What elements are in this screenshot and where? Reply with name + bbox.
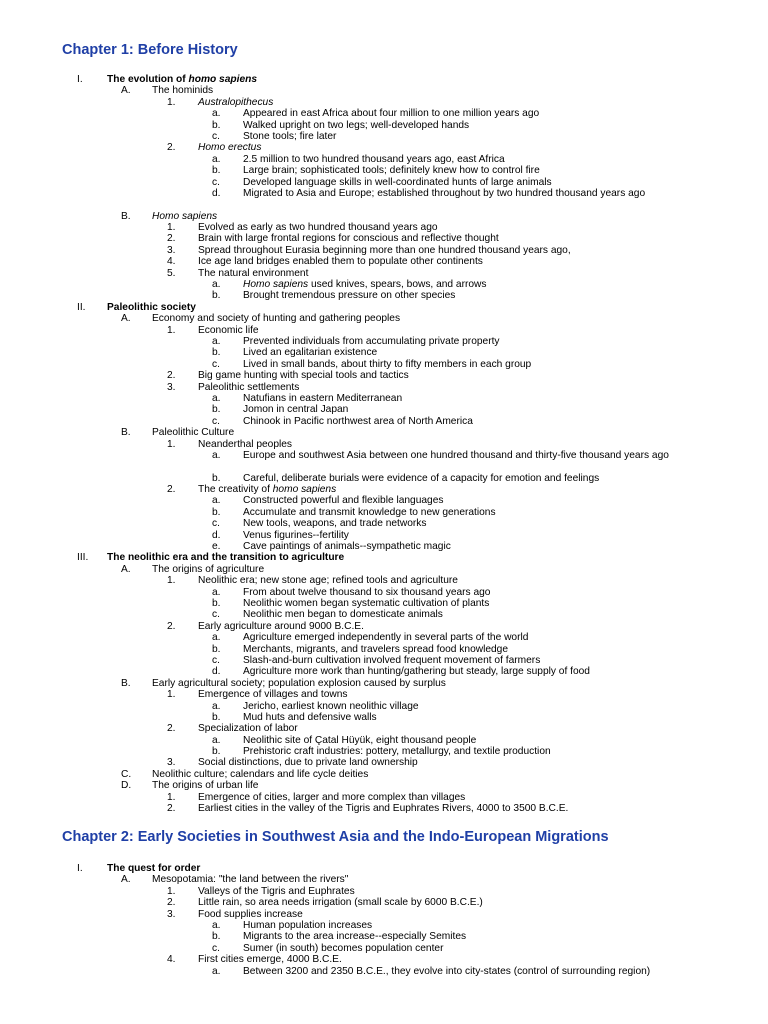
outline-text: Mud huts and defensive walls xyxy=(243,711,377,723)
outline-item-level-4 xyxy=(0,746,768,757)
outline-item-level-3 xyxy=(0,382,768,393)
outline-item-level-3 xyxy=(0,142,768,153)
outline-marker: 1. xyxy=(167,791,176,803)
outline-text: Prevented individuals from accumulating private property xyxy=(243,336,500,347)
outline-item-level-4 xyxy=(0,701,768,712)
outline-marker: a. xyxy=(212,734,221,746)
outline-item-level-3 xyxy=(0,484,768,495)
outline-marker: d. xyxy=(212,529,221,541)
outline-marker: c. xyxy=(212,130,220,142)
outline-text: Ice age land bridges enabled them to populate other continents xyxy=(198,256,483,268)
outline-item-level-3 xyxy=(0,325,768,336)
outline-marker: 4. xyxy=(167,954,176,966)
outline-item-level-3 xyxy=(0,97,768,108)
outline-text: Brain with large frontal regions for conscious and reflective thought xyxy=(198,233,499,245)
outline-item-level-4 xyxy=(0,966,768,989)
outline-text: The origins of agriculture xyxy=(152,563,265,575)
outline-marker: c. xyxy=(212,518,220,530)
outline-text: Between 3200 and 2350 B.C.E., they evolve into city-states (control of surrounding region) xyxy=(243,965,651,977)
outline-text: Migrated to Asia and Europe; established throughout by two hundred thousand years ago xyxy=(243,187,646,199)
outline-item-level-3 xyxy=(0,723,768,734)
outline-marker: b. xyxy=(212,290,221,302)
outline-marker: e. xyxy=(212,541,221,553)
outline-text: Developed language skills in well-coordinated hunts of large animals xyxy=(243,176,552,188)
outline-marker: a. xyxy=(212,108,221,120)
outline-item-level-2 xyxy=(0,780,768,791)
outline-item-level-4 xyxy=(0,655,768,666)
outline-item-level-4 xyxy=(0,450,768,473)
outline-item-level-2 xyxy=(0,874,768,885)
outline-item-level-1 xyxy=(0,863,768,874)
outline-item-level-3 xyxy=(0,621,768,632)
outline-marker: a. xyxy=(212,919,221,931)
outline-text: Early agricultural society; population explosion caused by surplus xyxy=(152,677,446,689)
outline-text: Emergence of villages and towns xyxy=(198,689,348,701)
outline-marker: a. xyxy=(212,336,221,347)
outline-text: Valleys of the Tigris and Euphrates xyxy=(198,885,355,897)
outline-item-level-3 xyxy=(0,757,768,768)
outline-text: Cave paintings of animals--sympathetic magic xyxy=(243,541,451,553)
outline-item-level-4 xyxy=(0,359,768,370)
chapter-1-title: Chapter 1: Before History xyxy=(62,42,238,58)
outline-text: Lived in small bands, about thirty to fifty members in each group xyxy=(243,358,532,370)
outline-text: Agriculture more work than hunting/gathering but steady, large supply of food xyxy=(243,666,590,678)
outline-text: The natural environment xyxy=(198,267,309,279)
outline-item-level-2 xyxy=(0,427,768,438)
outline-item-level-4 xyxy=(0,416,768,427)
outline-item-level-4 xyxy=(0,393,768,404)
outline-item-level-4 xyxy=(0,154,768,165)
outline-item-level-1 xyxy=(0,74,768,85)
outline-item-level-3 xyxy=(0,954,768,965)
outline-marker: d. xyxy=(212,666,221,678)
outline-text: Neolithic women began systematic cultivation of plants xyxy=(243,598,490,609)
outline-marker: II. xyxy=(77,301,86,313)
outline-text: Social distinctions, due to private land ownership xyxy=(198,757,418,769)
outline-marker: a. xyxy=(212,586,221,598)
outline-marker: 1. xyxy=(167,96,176,108)
outline-text: Specialization of labor xyxy=(198,723,298,735)
outline-item-level-3 xyxy=(0,803,768,814)
outline-text: Neolithic culture; calendars and life cycle deities xyxy=(152,768,369,780)
outline-marker: a. xyxy=(212,279,221,291)
outline-item-level-4 xyxy=(0,598,768,609)
outline-text: Early agriculture around 9000 B.C.E. xyxy=(198,620,364,632)
outline-text: Neolithic site of Çatal Hüyük, eight thousand people xyxy=(243,734,477,746)
outline-marker: a. xyxy=(212,632,221,644)
outline-item-level-2 xyxy=(0,564,768,575)
outline-text: Large brain; sophisticated tools; definitely knew how to control fire xyxy=(243,165,540,177)
outline-text: Europe and southwest Asia between one hundred thousand and thirty-five thousand years ago xyxy=(243,449,669,461)
outline-marker: 2. xyxy=(167,620,176,632)
outline-item-level-4 xyxy=(0,518,768,529)
outline-marker: 2. xyxy=(167,233,176,245)
outline-text: Homo sapiens used knives, spears, bows, and arrows xyxy=(243,279,487,291)
outline-item-level-4 xyxy=(0,632,768,643)
outline-marker: A. xyxy=(121,563,131,575)
outline-item-level-4 xyxy=(0,131,768,142)
outline-item-level-4 xyxy=(0,108,768,119)
outline-item-level-1 xyxy=(0,552,768,563)
outline-marker: b. xyxy=(212,746,221,758)
outline-text: The evolution of homo sapiens xyxy=(107,74,257,85)
outline-text: Earliest cities in the valley of the Tigris and Euphrates Rivers, 4000 to 3500 B.C.E. xyxy=(198,803,569,815)
chapter-2-outline xyxy=(0,863,768,988)
chapter-1-outline xyxy=(0,74,768,814)
outline-text: Constructed powerful and flexible languages xyxy=(243,495,444,507)
outline-marker: 3. xyxy=(167,757,176,769)
outline-item-level-4 xyxy=(0,931,768,942)
outline-text: Appeared in east Africa about four million to one million years ago xyxy=(243,108,540,120)
outline-text: Mesopotamia: "the land between the rivers" xyxy=(152,874,349,886)
outline-item-level-4 xyxy=(0,587,768,598)
outline-marker: 1. xyxy=(167,689,176,701)
outline-text: Paleolithic settlements xyxy=(198,381,300,393)
outline-text: The quest for order xyxy=(107,863,201,874)
outline-marker: c. xyxy=(212,942,220,954)
outline-text: First cities emerge, 4000 B.C.E. xyxy=(198,954,342,966)
outline-text: Careful, deliberate burials were evidence of a capacity for emotion and feelings xyxy=(243,472,600,484)
outline-item-level-3 xyxy=(0,909,768,920)
outline-text: Jericho, earliest known neolithic village xyxy=(243,700,419,712)
outline-marker: 3. xyxy=(167,381,176,393)
outline-text: Food supplies increase xyxy=(198,908,303,920)
outline-marker: d. xyxy=(212,187,221,199)
outline-item-level-3 xyxy=(0,897,768,908)
outline-text: Neolithic men began to domesticate animals xyxy=(243,609,443,621)
outline-marker: 3. xyxy=(167,244,176,256)
outline-item-level-4 xyxy=(0,473,768,484)
outline-marker: B. xyxy=(121,427,131,439)
outline-marker: a. xyxy=(212,700,221,712)
outline-item-level-3 xyxy=(0,439,768,450)
outline-item-level-4 xyxy=(0,644,768,655)
outline-marker: D. xyxy=(121,780,132,792)
outline-item-level-4 xyxy=(0,188,768,211)
outline-item-level-2 xyxy=(0,678,768,689)
outline-item-level-3 xyxy=(0,268,768,279)
outline-text: New tools, weapons, and trade networks xyxy=(243,518,427,530)
outline-item-level-4 xyxy=(0,347,768,358)
outline-marker: 1. xyxy=(167,885,176,897)
outline-text: Human population increases xyxy=(243,919,373,931)
outline-text: Migrants to the area increase--especially Semites xyxy=(243,931,467,943)
outline-marker: 2. xyxy=(167,484,176,496)
outline-text: Stone tools; fire later xyxy=(243,130,337,142)
outline-marker: 2. xyxy=(167,723,176,735)
outline-item-level-4 xyxy=(0,920,768,931)
chapter-2-title: Chapter 2: Early Societies in Southwest Asia and the Indo-European Migrations xyxy=(62,829,609,845)
outline-text: Evolved as early as two hundred thousand years ago xyxy=(198,222,438,234)
outline-marker: 1. xyxy=(167,324,176,336)
outline-text: 2.5 million to two hundred thousand years ago, east Africa xyxy=(243,153,505,165)
outline-text: Economic life xyxy=(198,324,259,336)
outline-marker: 1. xyxy=(167,438,176,450)
outline-item-level-4 xyxy=(0,177,768,188)
outline-item-level-2 xyxy=(0,769,768,780)
outline-marker: 2. xyxy=(167,370,176,382)
outline-text: Emergence of cities, larger and more complex than villages xyxy=(198,791,466,803)
outline-marker: c. xyxy=(212,358,220,370)
outline-text: Natufians in eastern Mediterranean xyxy=(243,392,403,404)
outline-text: Slash-and-burn cultivation involved frequent movement of farmers xyxy=(243,654,541,666)
outline-marker: I. xyxy=(77,74,83,85)
outline-item-level-2 xyxy=(0,211,768,222)
outline-text: The origins of urban life xyxy=(152,780,259,792)
outline-marker: I. xyxy=(77,863,83,874)
outline-item-level-3 xyxy=(0,689,768,700)
outline-item-level-4 xyxy=(0,290,768,301)
outline-text: Chinook in Pacific northwest area of North America xyxy=(243,415,473,427)
outline-marker: 5. xyxy=(167,267,176,279)
outline-text: Agriculture emerged independently in several parts of the world xyxy=(243,632,529,644)
outline-item-level-4 xyxy=(0,165,768,176)
outline-marker: 2. xyxy=(167,803,176,815)
outline-item-level-4 xyxy=(0,735,768,746)
outline-text: Merchants, migrants, and travelers spread food knowledge xyxy=(243,643,509,655)
outline-item-level-3 xyxy=(0,575,768,586)
outline-text: Sumer (in south) becomes population center xyxy=(243,942,444,954)
outline-marker: c. xyxy=(212,176,220,188)
outline-marker: b. xyxy=(212,711,221,723)
outline-item-level-4 xyxy=(0,404,768,415)
outline-item-level-4 xyxy=(0,279,768,290)
outline-item-level-4 xyxy=(0,495,768,506)
outline-item-level-4 xyxy=(0,609,768,620)
outline-text: The neolithic era and the transition to agriculture xyxy=(107,552,345,564)
outline-marker: c. xyxy=(212,654,220,666)
outline-text: The hominids xyxy=(152,85,214,97)
outline-item-level-1 xyxy=(0,302,768,313)
outline-marker: B. xyxy=(121,210,131,222)
outline-item-level-4 xyxy=(0,120,768,131)
outline-text: Paleolithic Culture xyxy=(152,427,235,439)
outline-text: Brought tremendous pressure on other species xyxy=(243,290,456,302)
outline-marker: C. xyxy=(121,768,132,780)
outline-marker: B. xyxy=(121,677,131,689)
outline-text: Neolithic era; new stone age; refined tools and agriculture xyxy=(198,575,458,587)
outline-text: Australopithecus xyxy=(198,96,274,108)
outline-marker: 4. xyxy=(167,256,176,268)
outline-marker: b. xyxy=(212,119,221,131)
outline-marker: A. xyxy=(121,85,131,97)
outline-marker: III. xyxy=(77,552,89,564)
outline-marker: A. xyxy=(121,874,131,886)
outline-text: Walked upright on two legs; well-developed hands xyxy=(243,119,470,131)
outline-text: Economy and society of hunting and gathering peoples xyxy=(152,313,401,325)
outline-text: Paleolithic society xyxy=(107,301,196,313)
outline-marker: b. xyxy=(212,643,221,655)
outline-item-level-4 xyxy=(0,530,768,541)
outline-item-level-4 xyxy=(0,712,768,723)
outline-text: The creativity of homo sapiens xyxy=(198,484,337,496)
outline-marker: b. xyxy=(212,931,221,943)
outline-text: From about twelve thousand to six thousand years ago xyxy=(243,586,491,598)
outline-marker: A. xyxy=(121,313,131,325)
outline-marker: b. xyxy=(212,506,221,518)
outline-marker: a. xyxy=(212,495,221,507)
outline-text: Accumulate and transmit knowledge to new generations xyxy=(243,506,496,518)
outline-marker: 3. xyxy=(167,908,176,920)
outline-text: Lived an egalitarian existence xyxy=(243,347,378,359)
outline-item-level-3 xyxy=(0,256,768,267)
outline-marker: b. xyxy=(212,347,221,359)
outline-text: Prehistoric craft industries: pottery, metallurgy, and textile production xyxy=(243,746,551,758)
outline-marker: a. xyxy=(212,449,221,461)
outline-marker: a. xyxy=(212,153,221,165)
outline-marker: 1. xyxy=(167,222,176,234)
outline-item-level-3 xyxy=(0,886,768,897)
outline-item-level-3 xyxy=(0,222,768,233)
outline-text: Spread throughout Eurasia beginning more than one hundred thousand years ago, xyxy=(198,244,571,256)
outline-item-level-4 xyxy=(0,336,768,347)
outline-text: Neanderthal peoples xyxy=(198,438,293,450)
outline-item-level-4 xyxy=(0,666,768,677)
outline-marker: b. xyxy=(212,404,221,416)
outline-marker: a. xyxy=(212,965,221,977)
outline-marker: a. xyxy=(212,392,221,404)
outline-text: Big game hunting with special tools and tactics xyxy=(198,370,409,382)
outline-marker: c. xyxy=(212,609,220,621)
outline-item-level-3 xyxy=(0,245,768,256)
outline-text: Jomon in central Japan xyxy=(243,404,349,416)
outline-marker: c. xyxy=(212,415,220,427)
outline-item-level-2 xyxy=(0,313,768,324)
outline-item-level-3 xyxy=(0,792,768,803)
outline-marker: b. xyxy=(212,165,221,177)
outline-text: Little rain, so area needs irrigation (small scale by 6000 B.C.E.) xyxy=(198,897,483,909)
outline-text: Venus figurines--fertility xyxy=(243,529,349,541)
outline-item-level-2 xyxy=(0,85,768,96)
outline-item-level-4 xyxy=(0,507,768,518)
outline-marker: 2. xyxy=(167,897,176,909)
outline-item-level-4 xyxy=(0,943,768,954)
outline-item-level-3 xyxy=(0,370,768,381)
outline-marker: 2. xyxy=(167,142,176,154)
outline-item-level-3 xyxy=(0,233,768,244)
outline-text: Homo erectus xyxy=(198,142,262,154)
outline-text: Homo sapiens xyxy=(152,210,218,222)
outline-marker: b. xyxy=(212,598,221,609)
outline-marker: b. xyxy=(212,472,221,484)
outline-marker: 1. xyxy=(167,575,176,587)
outline-item-level-4 xyxy=(0,541,768,552)
